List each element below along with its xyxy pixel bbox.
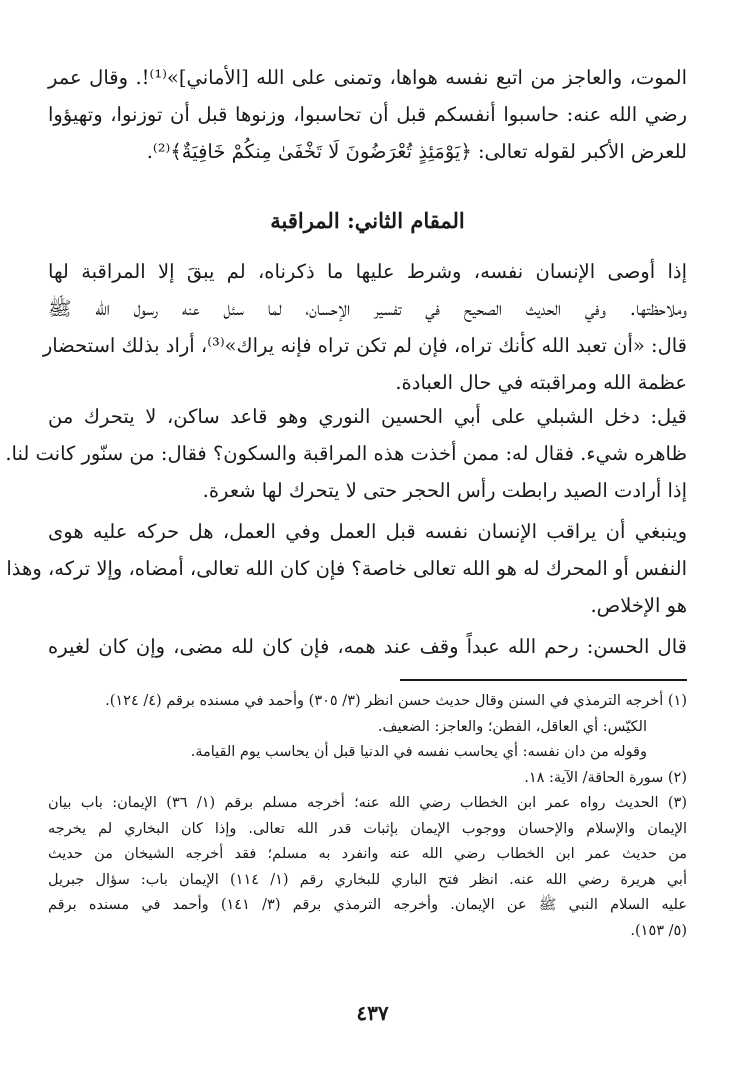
footnote-2: (٢) سورة الحاقة/ الآية: ١٨. — [524, 769, 687, 786]
text-line: رضي الله عنه: حاسبوا أنفسكم قبل أن تحاسبوا، وزنوها قبل أن توزنوا، وتهيؤوا — [48, 103, 687, 126]
footnote-3-line: الإيمان والإسلام والإحسان ووجوب الإيمان بإثبات قدر الله تعالى. وإذا كان البخاري لم يخرجه — [48, 820, 687, 837]
page-number: ٤٣٧ — [356, 1001, 389, 1025]
text-line: النفس أو المحرك له هو الله تعالى خاصة؟ فإن كان الله تعالى، أمضاه، وإلا تركه، وهذا — [6, 557, 687, 580]
text-line: هو الإخلاص. — [590, 594, 687, 617]
footnote-3-line: (٣) الحديث رواه عمر ابن الخطاب رضي الله عنه؛ أخرجه مسلم برقم (١/ ٣٦) الإيمان: باب بيان — [48, 795, 687, 811]
text-line: ظاهره شيء. فقال له: ممن أخذت هذه المراقبة والسكون؟ فقال: من سنّور كانت لنا. — [5, 442, 687, 465]
text-line: إذا أرادت الصيد رابطت رأس الحجر حتى لا يتحرك لها شعرة. — [202, 479, 687, 502]
text-line: قال الحسن: رحم الله عبداً وقف عند همه، فإن كان لله مضى، وإن كان لغيره — [48, 635, 687, 658]
paragraph-shibli — [5, 398, 687, 509]
footnote-1-note: الكيّس: أي العاقل، الفطن؛ والعاجز: الضعيف. — [377, 718, 647, 735]
footnote-3-line: أبي هريرة رضي الله عنه. انظر فتح الباري للبخاري رقم (١/ ١١٤) الإيمان باب: سؤال جبريل — [48, 871, 687, 888]
paragraph-muraqaba — [42, 253, 687, 401]
text-line: وملاحظتها. وفي الحديث الصحيح في تفسير الإحسان، لما سئل عنه رسول الله ﷺ — [48, 297, 687, 320]
section-heading: المقام الثاني: المراقبة — [270, 208, 465, 233]
footnote-separator — [400, 679, 687, 681]
footnote-3-line: من حديث عمر ابن الخطاب رضي الله عنه وانفرد به مسلم؛ فقد أخرجه الشيخان من حديث — [48, 846, 687, 862]
text-line: إذا أوصى الإنسان نفسه، وشرط عليها ما ذكرناه، لم يبقَ إلا المراقبة لها — [48, 260, 687, 283]
text-line: الموت، والعاجز من اتبع نفسه هواها، وتمنى على الله [الأماني]»⁽¹⁾!. وقال عمر — [48, 66, 687, 89]
text-line: عظمة الله ومراقبته في حال العبادة. — [395, 371, 687, 394]
footnote-1: (١) أخرجه الترمذي في السنن وقال حديث حسن انظر (٣/ ٣٠٥) وأحمد في مسنده برقم (٤/ ١٢٤). — [105, 693, 687, 709]
footnote-3-line: عليه السلام النبي ﷺ عن الإيمان. وأخرجه الترمذي برقم (٣/ ١٤١) وأحمد في مسنده برقم — [48, 897, 687, 913]
paragraph-ikhlas — [6, 513, 687, 624]
text-line: للعرض الأكبر لقوله تعالى: ﴿يَوْمَئِذٍ تُعْرَضُونَ لَا تَخْفَىٰ مِنكُمْ خَافِيَةٌ﴾⁽²⁾. — [146, 140, 687, 163]
paragraph-hasan — [48, 628, 687, 665]
text-line: قال: «أن تعبد الله كأنك تراه، فإن لم تكن تراه فإنه يراك»⁽³⁾، أراد بذلك استحضار — [42, 334, 687, 357]
text-line: وينبغي أن يراقب الإنسان نفسه قبل العمل وفي العمل، هل حركه عليه هوى — [48, 520, 687, 543]
footnote-3-line: (٥/ ١٥٣). — [630, 922, 687, 939]
paragraph-hadith-continuation — [48, 59, 687, 170]
footnote-1-note: وقوله من دان نفسه: أي يحاسب نفسه في الدنيا قبل أن يحاسب يوم القيامة. — [190, 744, 647, 760]
text-line: قيل: دخل الشبلي على أبي الحسين النوري وهو قاعد ساكن، لا يتحرك من — [48, 405, 687, 428]
footnotes — [48, 689, 687, 944]
